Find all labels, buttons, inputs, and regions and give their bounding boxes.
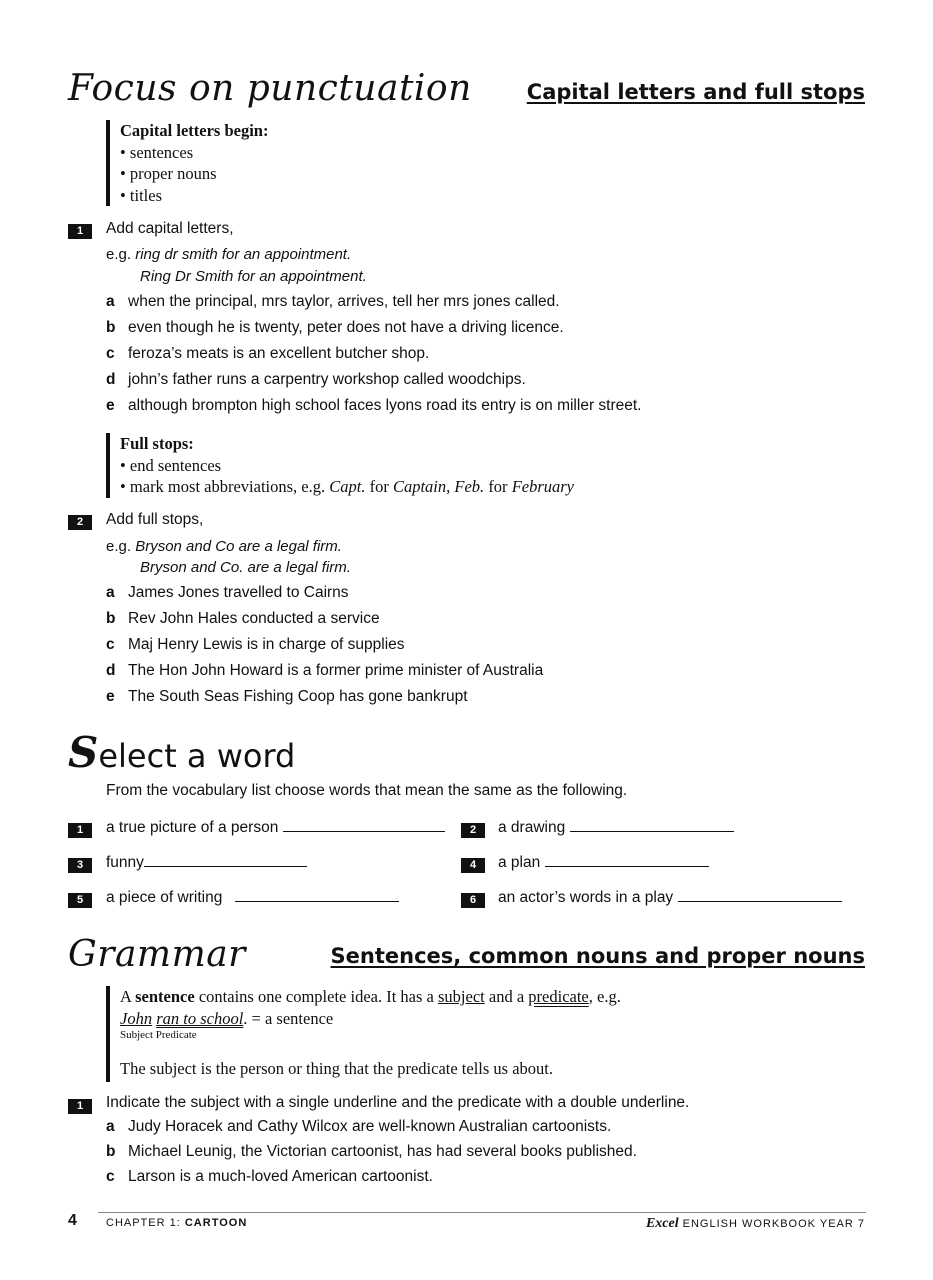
- vocab-item-text: [106, 888, 399, 907]
- bullet-text: mark most abbreviations, e.g.: [129, 477, 326, 496]
- question-2-header: [68, 512, 92, 530]
- title-initial: S: [68, 728, 99, 777]
- item-text: when the principal, mrs taylor, arrives, tell her mrs jones called.: [128, 293, 560, 310]
- answer-blank[interactable]: [545, 853, 709, 867]
- text: and a: [488, 987, 525, 1006]
- page-number: 4: [68, 1212, 77, 1229]
- item-letter: d: [106, 371, 116, 388]
- vocab-item-2: [461, 820, 485, 838]
- list-item: [106, 1168, 433, 1186]
- section-title-punctuation: Focus on punctuation: [68, 68, 472, 109]
- question-number-badge: 2: [68, 515, 92, 530]
- item-letter: a: [106, 1118, 115, 1135]
- item-letter: a: [106, 584, 115, 601]
- vocab-item-text: [498, 853, 709, 872]
- item-text: The Hon John Howard is a former prime minister of Australia: [128, 662, 544, 679]
- item-letter: c: [106, 1168, 115, 1185]
- example-answer: [140, 268, 367, 285]
- question-number-badge: 4: [461, 858, 485, 873]
- example-labels: Subject Predicate: [120, 1029, 197, 1041]
- bullet-item: • sentences: [120, 142, 506, 164]
- vocab-item-5: [68, 890, 92, 908]
- vocab-item-1: [68, 820, 92, 838]
- example-line: [106, 246, 351, 263]
- item-text: john’s father runs a carpentry workshop called woodchips.: [128, 371, 526, 388]
- example-sentence: [120, 1008, 806, 1030]
- example-before: ring dr smith for an appointment.: [135, 246, 352, 263]
- answer-blank[interactable]: [570, 818, 734, 832]
- item-text: feroza’s meats is an excellent butcher shop.: [128, 345, 430, 362]
- list-item: [106, 371, 526, 389]
- abbreviation: Feb.: [454, 477, 485, 496]
- item-letter: e: [106, 397, 115, 414]
- vocab-prompt: funny: [106, 854, 144, 871]
- brand-logo: Excel: [645, 1216, 679, 1231]
- list-item: [106, 636, 405, 654]
- item-text: Larson is a much-loved American cartoonist.: [128, 1168, 433, 1185]
- item-letter: b: [106, 319, 116, 336]
- item-text: Michael Leunig, the Victorian cartoonist, has had several books published.: [128, 1143, 637, 1160]
- question-number-badge: 3: [68, 858, 92, 873]
- bullet-item: • titles: [120, 185, 506, 207]
- text: A: [120, 987, 132, 1006]
- item-letter: c: [106, 345, 115, 362]
- example-predicate: ran to school: [156, 1008, 244, 1028]
- example-label: e.g.: [106, 538, 132, 555]
- example-answer: [140, 559, 351, 576]
- vocab-item-text: [498, 888, 842, 907]
- definition-paragraph: The subject is the person or thing that the predicate tells us about.: [120, 1059, 554, 1078]
- full-stops-box: [106, 433, 666, 498]
- answer-blank[interactable]: [283, 818, 445, 832]
- bullet-item: • proper nouns: [120, 163, 506, 185]
- answer-blank[interactable]: [235, 888, 399, 902]
- book-name: ENGLISH WORKBOOK YEAR 7: [682, 1218, 865, 1230]
- chapter-label: [106, 1217, 247, 1229]
- list-item: [106, 610, 380, 628]
- section-subtitle-punctuation: Capital letters and full stops: [526, 80, 865, 104]
- item-letter: e: [106, 688, 115, 705]
- list-item: [106, 397, 641, 415]
- text: , e.g.: [588, 987, 621, 1006]
- grammar-question-text: Indicate the subject with a single underline and the predicate with a double underline.: [106, 1094, 690, 1111]
- item-letter: d: [106, 662, 116, 679]
- bullet-item: [120, 476, 666, 498]
- section-title-select-word: [68, 728, 295, 777]
- question-number-badge: 2: [461, 823, 485, 838]
- item-text: although brompton high school faces lyons road its entry is on miller street.: [128, 397, 642, 414]
- title-rest: elect a word: [98, 737, 296, 775]
- list-item: [106, 293, 560, 311]
- footer-divider: [98, 1212, 866, 1213]
- example-subject: John: [120, 1008, 153, 1028]
- item-letter: a: [106, 293, 115, 310]
- chapter-prefix: CHAPTER 1:: [106, 1217, 181, 1229]
- bullet-item: • end sentences: [120, 455, 666, 477]
- question-number-badge: 1: [68, 1099, 92, 1114]
- bullet-text: for: [369, 477, 389, 496]
- text: . = a sentence: [243, 1008, 334, 1028]
- vocab-item-text: [498, 818, 734, 837]
- capital-letters-box: [106, 120, 506, 206]
- list-item: [106, 1143, 637, 1161]
- abbreviation: Capt.: [329, 477, 366, 496]
- item-text: Judy Horacek and Cathy Wilcox are well-known Australian cartoonists.: [128, 1118, 612, 1135]
- list-item: [106, 662, 543, 680]
- select-word-instruction: From the vocabulary list choose words that mean the same as the following.: [106, 782, 628, 799]
- question-number-badge: 5: [68, 893, 92, 908]
- chapter-name: CARTOON: [184, 1217, 248, 1229]
- question-1-header: [68, 221, 92, 239]
- term-predicate: predicate: [528, 987, 589, 1006]
- answer-blank[interactable]: [144, 853, 307, 867]
- list-item: [106, 584, 349, 602]
- bullet-text: for: [488, 477, 508, 496]
- term-sentence: sentence: [135, 987, 195, 1006]
- full-stops-heading: Full stops:: [120, 434, 194, 453]
- question-number-badge: 6: [461, 893, 485, 908]
- question-2-text: Add full stops,: [106, 511, 204, 528]
- capital-letters-heading: Capital letters begin:: [120, 121, 269, 140]
- book-title: [646, 1216, 865, 1232]
- vocab-item-6: [461, 890, 485, 908]
- item-text: The South Seas Fishing Coop has gone bankrupt: [128, 688, 468, 705]
- item-text: James Jones travelled to Cairns: [128, 584, 349, 601]
- vocab-prompt: a piece of writing: [106, 889, 223, 906]
- example-after: Bryson and Co. are a legal firm.: [140, 559, 351, 576]
- example-after: Ring Dr Smith for an appointment.: [140, 268, 367, 285]
- list-item: [106, 319, 564, 337]
- item-letter: c: [106, 636, 115, 653]
- full-word: February: [511, 477, 575, 496]
- vocab-item-4: [461, 855, 485, 873]
- text: contains one complete idea. It has a: [198, 987, 434, 1006]
- item-letter: b: [106, 610, 116, 627]
- question-number-badge: 1: [68, 224, 92, 239]
- item-text: even though he is twenty, peter does not have a driving licence.: [128, 319, 564, 336]
- sentence-definition-box: [106, 986, 806, 1082]
- vocab-item-text: [106, 853, 307, 872]
- vocab-item-3: [68, 855, 92, 873]
- list-item: [106, 1118, 611, 1136]
- item-text: Maj Henry Lewis is in charge of supplies: [128, 636, 405, 653]
- item-letter: b: [106, 1143, 116, 1160]
- item-text: Rev John Hales conducted a service: [128, 610, 380, 627]
- vocab-prompt: a plan: [498, 854, 541, 871]
- example-before: Bryson and Co are a legal firm.: [135, 538, 342, 555]
- example-label: e.g.: [106, 246, 132, 263]
- question-number-badge: 1: [68, 823, 92, 838]
- full-word: Captain,: [392, 477, 451, 496]
- vocab-prompt: a true picture of a person: [106, 819, 279, 836]
- answer-blank[interactable]: [678, 888, 842, 902]
- question-1-text: Add capital letters,: [106, 220, 234, 237]
- section-title-grammar: Grammar: [68, 934, 246, 975]
- grammar-question-1: [68, 1096, 92, 1114]
- vocab-item-text: [106, 818, 445, 837]
- list-item: [106, 688, 468, 706]
- example-line: [106, 538, 342, 555]
- vocab-prompt: an actor’s words in a play: [498, 889, 674, 906]
- term-subject: subject: [438, 987, 485, 1006]
- vocab-prompt: a drawing: [498, 819, 566, 836]
- section-subtitle-grammar: Sentences, common nouns and proper nouns: [330, 944, 865, 968]
- definition-paragraph: [120, 986, 806, 1008]
- list-item: [106, 345, 429, 363]
